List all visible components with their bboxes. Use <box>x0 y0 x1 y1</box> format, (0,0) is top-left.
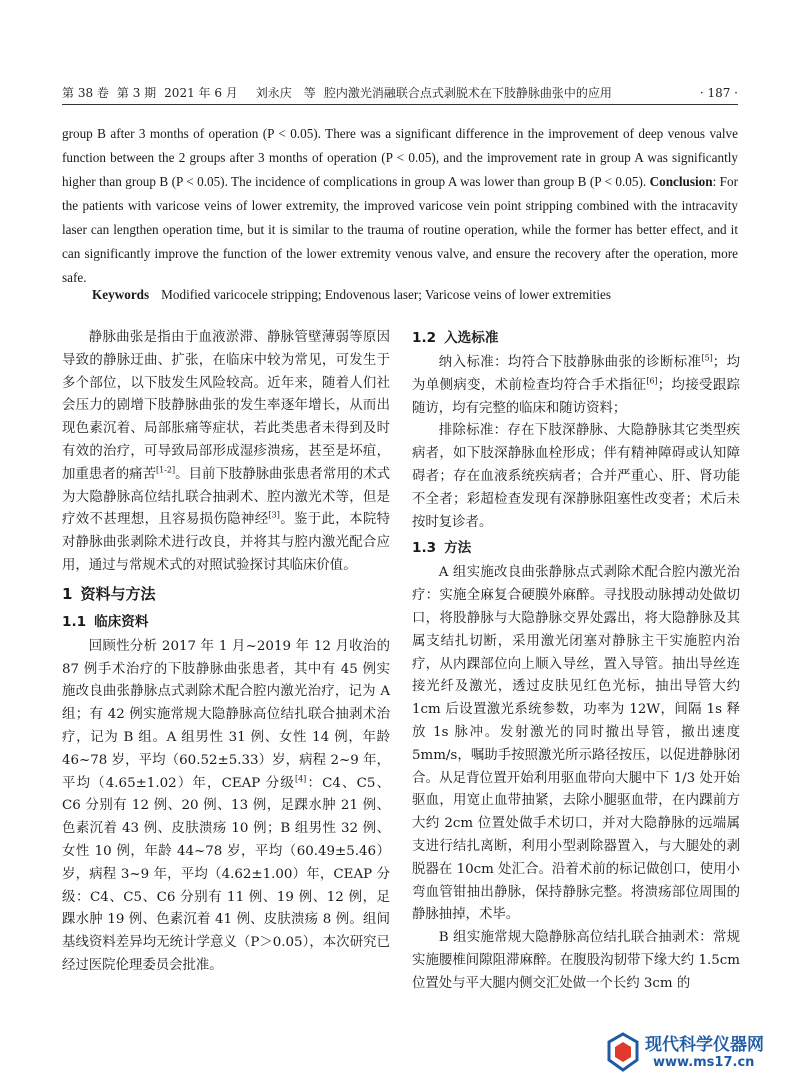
abstract-text-2: : For the patients with varicose veins of lower extremity, the improved varicose vein point stripping combined with the intracavity laser can lengthen operation time, but it is similar to the trauma of routine operation, while the former has better effect, and it can significantly improve the function of the lower extremity venous valve, and ensure the recovery after the operation, more safe. <box>62 174 739 285</box>
conclusion-label: Conclusion <box>649 174 713 189</box>
header-issue: 第 3 期 <box>116 86 157 100</box>
header-title: 腔内激光消融联合点式剥脱术在下肢静脉曲张中的应用 <box>323 86 612 100</box>
citation-ref: [3] <box>268 510 280 520</box>
subsection-title: 临床资料 <box>94 613 149 630</box>
intro-paragraph <box>62 327 390 578</box>
keywords-label: Keywords <box>92 287 150 302</box>
subsection-number: 1.3 <box>412 540 437 557</box>
citation-ref: [5] <box>701 353 713 363</box>
right-column <box>412 327 740 996</box>
citation-ref: [4] <box>294 774 307 784</box>
subsection-heading-1-2 <box>412 327 740 349</box>
header-date: 2021 年 6 月 <box>164 86 238 100</box>
intro-text-a: 静脉曲张是指由于血液淤滞、静脉管壁薄弱等原因导致的静脉迂曲、扩张，在临床中较为常见，可发生于多个部位，以下肢发生风险较高。近年来，随着人们社会压力的剧增下肢静脉曲张的发生率逐年增长，从而出现色素沉着、局部胀痛等症状，若此类患者未得到及时有效的治疗，可导致局部形成湿疹溃疡，甚至是坏疽，加重患者的痛苦 <box>62 330 390 482</box>
watermark-url: www.ms17.cn <box>653 1055 755 1070</box>
subsection-title: 入选标准 <box>444 330 499 346</box>
section-title: 资料与方法 <box>80 584 156 603</box>
header-volume: 第 38 卷 <box>62 86 109 100</box>
subsection-number: 1.1 <box>62 613 87 630</box>
header-citation <box>62 84 620 102</box>
subsection-heading-1-1 <box>62 611 390 633</box>
clinical-data-paragraph <box>62 636 390 978</box>
left-column <box>62 327 390 978</box>
section-number: 1 <box>62 584 73 603</box>
inclusion-text-a: 纳入标准：均符合下肢静脉曲张的诊断标准 <box>438 355 702 370</box>
inclusion-text-b: ；均为单侧病变，术前检查均符合手术指征 <box>412 355 741 393</box>
inclusion-criteria-paragraph <box>412 352 740 420</box>
header-authors: 刘永庆 等 <box>255 86 316 100</box>
citation-ref: [6] <box>646 376 658 386</box>
watermark-logo-icon <box>605 1032 641 1072</box>
clinical-text-a: 回顾性分析 2017 年 1 月~2019 年 12 月收治的 87 例手术治疗的下肢静脉曲张患者，其中有 45 例实施改良曲张静脉点式剥除术配合腔内激光治疗，记为 A 组；有 42 例实施常规大隐静脉高位结扎联合抽剥术治疗，记为 B 组。A 组男性 31 例、女性 14 例，年龄 46~78 岁，平均（60.52±5.33）岁，病程 2~9 年，平均（4.65±1.02）年，CEAP 分级 <box>62 638 390 791</box>
abstract-text-1: group B after 3 months of operation (P < 0.05). There was a significant difference in the improvement of deep venous valve function between the 2 groups after 3 months of operation (P < 0.05), and the improvement rate in group A was significantly higher than group B (P < 0.05). The incidence of complications in group A was lower than group B (P < 0.05). <box>62 126 738 189</box>
watermark-title: 现代科学仪器网 <box>645 1035 764 1055</box>
running-header <box>62 84 738 102</box>
subsection-title: 方法 <box>444 540 472 557</box>
exclusion-criteria-paragraph: 排除标准：存在下肢深静脉、大隐静脉其它类型疾病者，如下肢深静脉血栓形成；伴有精神障碍或认知障碍者；存在血液系统疾病者；合并严重心、肝、肾功能不全者；彩超检查发现有深静脉阻塞性改变者；术后未按时复诊者。 <box>412 423 740 530</box>
keywords-line <box>92 285 738 305</box>
header-rule <box>62 104 738 105</box>
subsection-number: 1.2 <box>412 330 437 346</box>
intro-text-c: 。鉴于此，本院特对静脉曲张剥除术进行改良，并将其与腔内激光配合应用，通过与常规术式的对照试验探讨其临床价值。 <box>62 512 391 573</box>
section-heading-1 <box>62 582 390 606</box>
site-watermark <box>605 1028 790 1078</box>
citation-ref: [1-2] <box>156 465 176 475</box>
inclusion-text-c: ；均接受跟踪随访，均有完整的临床和随访资料； <box>412 377 741 416</box>
method-group-b-paragraph: B 组实施常规大隐静脉高位结扎联合抽剥术：常规实施腰椎间隙阻滞麻醉。在腹股沟韧带下缘大约 1.5cm 位置处与平大腿内侧交汇处做一个长约 3cm 的 <box>412 930 740 991</box>
method-group-a-paragraph: A 组实施改良曲张静脉点式剥除术配合腔内激光治疗：实施全麻复合硬膜外麻醉。寻找股动脉搏动处做切口，将股静脉与大隐静脉交界处露出，将大隐静脉及其属支结扎切断，采用激光闭塞对静脉主干实施腔内治疗，从内踝部位向上顺入导丝，置入导管。抽出导丝连接光纤及激光，透过皮肤见红色光标，抽出导管大约 1cm 后设置激光系统参数，功率为 12W，间隔 1s 释放 1s 脉冲。发射激光的同时撤出导管，撤出速度 5mm/s，嘱助手按照激光所示路径按压，以促进静脉闭合。从足背位置开始利用驱血带向大腿中下 1/3 处开始驱血，用宽止血带抽紧，去除小腿驱血带，在内踝前方大约 2cm 位置处做手术切口，并对大隐静脉的远端属支进行结扎离断，利用小型剥除器置入，与大腿处的剥脱器在 10cm 处汇合。沿着术前的标记做创口，使用小弯血管钳抽出静脉，保持静脉完整。将溃疡部位周围的静脉抽掉，术毕。 <box>412 565 740 923</box>
keywords-text: Modified varicocele stripping; Endovenous laser; Varicose veins of lower extremities <box>161 287 611 302</box>
page-number: · 187 · <box>699 86 738 100</box>
abstract-continuation <box>62 122 738 290</box>
intro-text-b: 。目前下肢静脉曲张患者常用的术式为大隐静脉高位结扎联合抽剥术、腔内激光术等，但是疗效不甚理想，且容易损伤隐神经 <box>62 466 391 528</box>
clinical-text-b: ：C4、C5、C6 分别有 12 例、20 例、13 例，足踝水肿 21 例、色素沉着 43 例、皮肤溃疡 10 例；B 组男性 32 例、女性 10 例，年龄 44~78 岁，平均（60.49±5.46）岁，病程 3~9 年，平均（4.62±1.00）年，CEAP 分级：C4、C5、C6 分别有 11 例、19 例、12 例，足踝水肿 19 例、色素沉着 41 例、皮肤溃疡 8 例。组间基线资料差异均无统计学意义（P＞0.05），本次研究已经过医院伦理委员会批准。 <box>62 775 391 973</box>
subsection-heading-1-3 <box>412 537 740 559</box>
